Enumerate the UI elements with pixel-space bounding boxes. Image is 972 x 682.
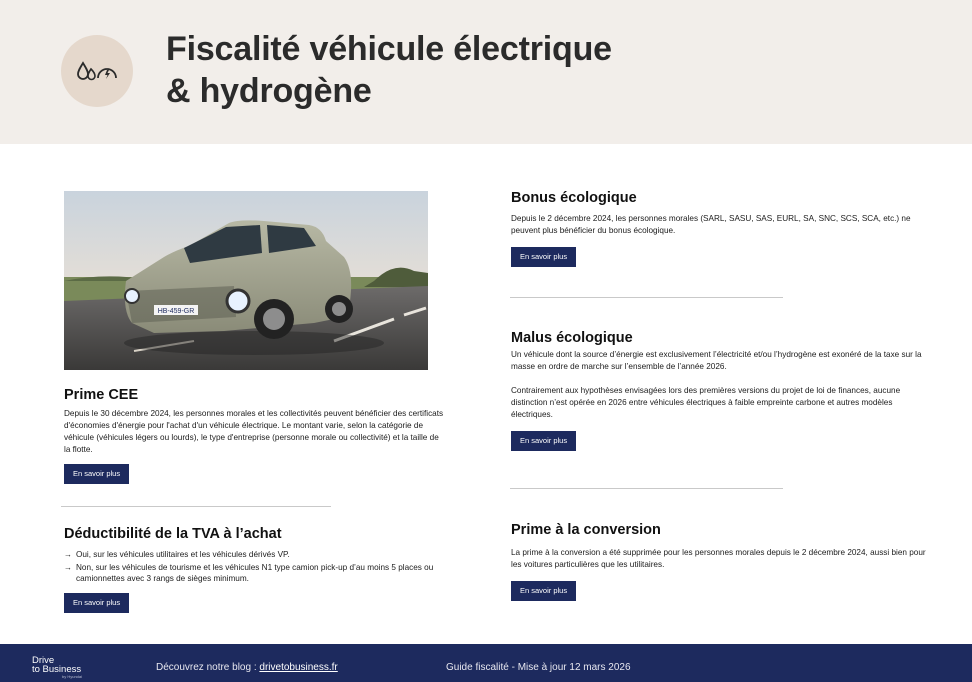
divider-right-bottom	[510, 488, 783, 489]
tva-title: Déductibilité de la TVA à l’achat	[64, 526, 282, 542]
malus-section	[511, 329, 931, 451]
list-item	[64, 549, 444, 560]
tva-section	[64, 525, 444, 613]
guide-update-text: Guide fiscalité - Mise à jour 12 mars 2026	[446, 662, 631, 673]
blog-label: Découvrez notre blog :	[156, 662, 260, 673]
conversion-more-button[interactable]: En savoir plus	[511, 581, 576, 601]
blog-link[interactable]: drivetobusiness.fr	[259, 662, 338, 673]
malus-text-2: Contrairement aux hypothèses envisagées lors des premières versions du projet de loi de finances, aucune distinction n’est opérée en 2026 entre véhicules électriques à faible empreinte carbone et autres modèles électriques.	[511, 386, 901, 419]
fuel-and-speed-icon	[73, 57, 121, 85]
conversion-section	[511, 521, 931, 601]
plate-text: HB-459-GR	[157, 308, 195, 315]
arrow-right-icon: →	[64, 563, 72, 572]
page-header	[0, 0, 972, 144]
page-title-line1: Fiscalité véhicule électrique	[166, 30, 612, 68]
page-title-line2: & hydrogène	[166, 72, 372, 110]
prime-cee-more-button[interactable]: En savoir plus	[64, 464, 129, 484]
divider-right-top	[510, 297, 783, 298]
bonus-text: Depuis le 2 décembre 2024, les personnes morales (SARL, SASU, SAS, EURL, SA, SNC, SCS, SCA, etc.) ne peuvent plus bénéficier du bonus écologique.	[511, 214, 911, 235]
brand-line2: to Business	[32, 664, 82, 675]
malus-text-1: Un véhicule dont la source d’énergie est exclusivement l’électricité et/ou l’hydrogène est exonéré de la taxe sur la masse en ordre de marche sur l’ensemble de l’année 2026.	[511, 350, 922, 371]
tva-list	[64, 549, 444, 584]
tva-more-button[interactable]: En savoir plus	[64, 593, 129, 613]
prime-cee-text: Depuis le 30 décembre 2024, les personnes morales et les collectivités peuvent bénéficier des certificats d'économies d'énergie pour l'achat d'un véhicule électrique. Le montant varie, selon la catégorie de véhicule (véhicules légers ou lourds), le type d'entreprise (personne morale ou collectivité) et la taille de la flotte.	[64, 409, 444, 454]
hero-car-image	[64, 191, 428, 370]
brand-by: by Hyundai	[62, 674, 83, 679]
bonus-section	[511, 189, 911, 267]
bonus-title: Bonus écologique	[511, 190, 637, 206]
blog-promo	[156, 662, 338, 673]
header-icon-circle	[61, 35, 133, 107]
tva-item-text: Non, sur les véhicules de tourisme et les véhicules N1 type camion pick-up d’au moins 5 places ou camionnettes avec 3 rangs de sièges minimum.	[76, 563, 434, 583]
malus-more-button[interactable]: En savoir plus	[511, 431, 576, 451]
page-title	[166, 28, 726, 112]
prime-cee-title: Prime CEE	[64, 387, 139, 403]
conversion-text: La prime à la conversion a été supprimée pour les personnes morales depuis le 2 décembre 2024, aussi bien pour les voitures particulières que les utilitaires.	[511, 548, 926, 569]
tva-item-text: Oui, sur les véhicules utilitaires et les véhicules dérivés VP.	[76, 550, 290, 559]
car-photo	[64, 191, 428, 370]
arrow-right-icon: →	[64, 550, 72, 559]
prime-cee-section	[64, 386, 444, 484]
malus-title: Malus écologique	[511, 330, 633, 346]
divider-left	[61, 506, 331, 507]
list-item	[64, 562, 444, 584]
page-footer	[0, 644, 972, 682]
conversion-title: Prime à la conversion	[511, 522, 661, 538]
brand-line1: Drive	[32, 655, 55, 666]
bonus-more-button[interactable]: En savoir plus	[511, 247, 576, 267]
brand-logo	[32, 656, 82, 679]
